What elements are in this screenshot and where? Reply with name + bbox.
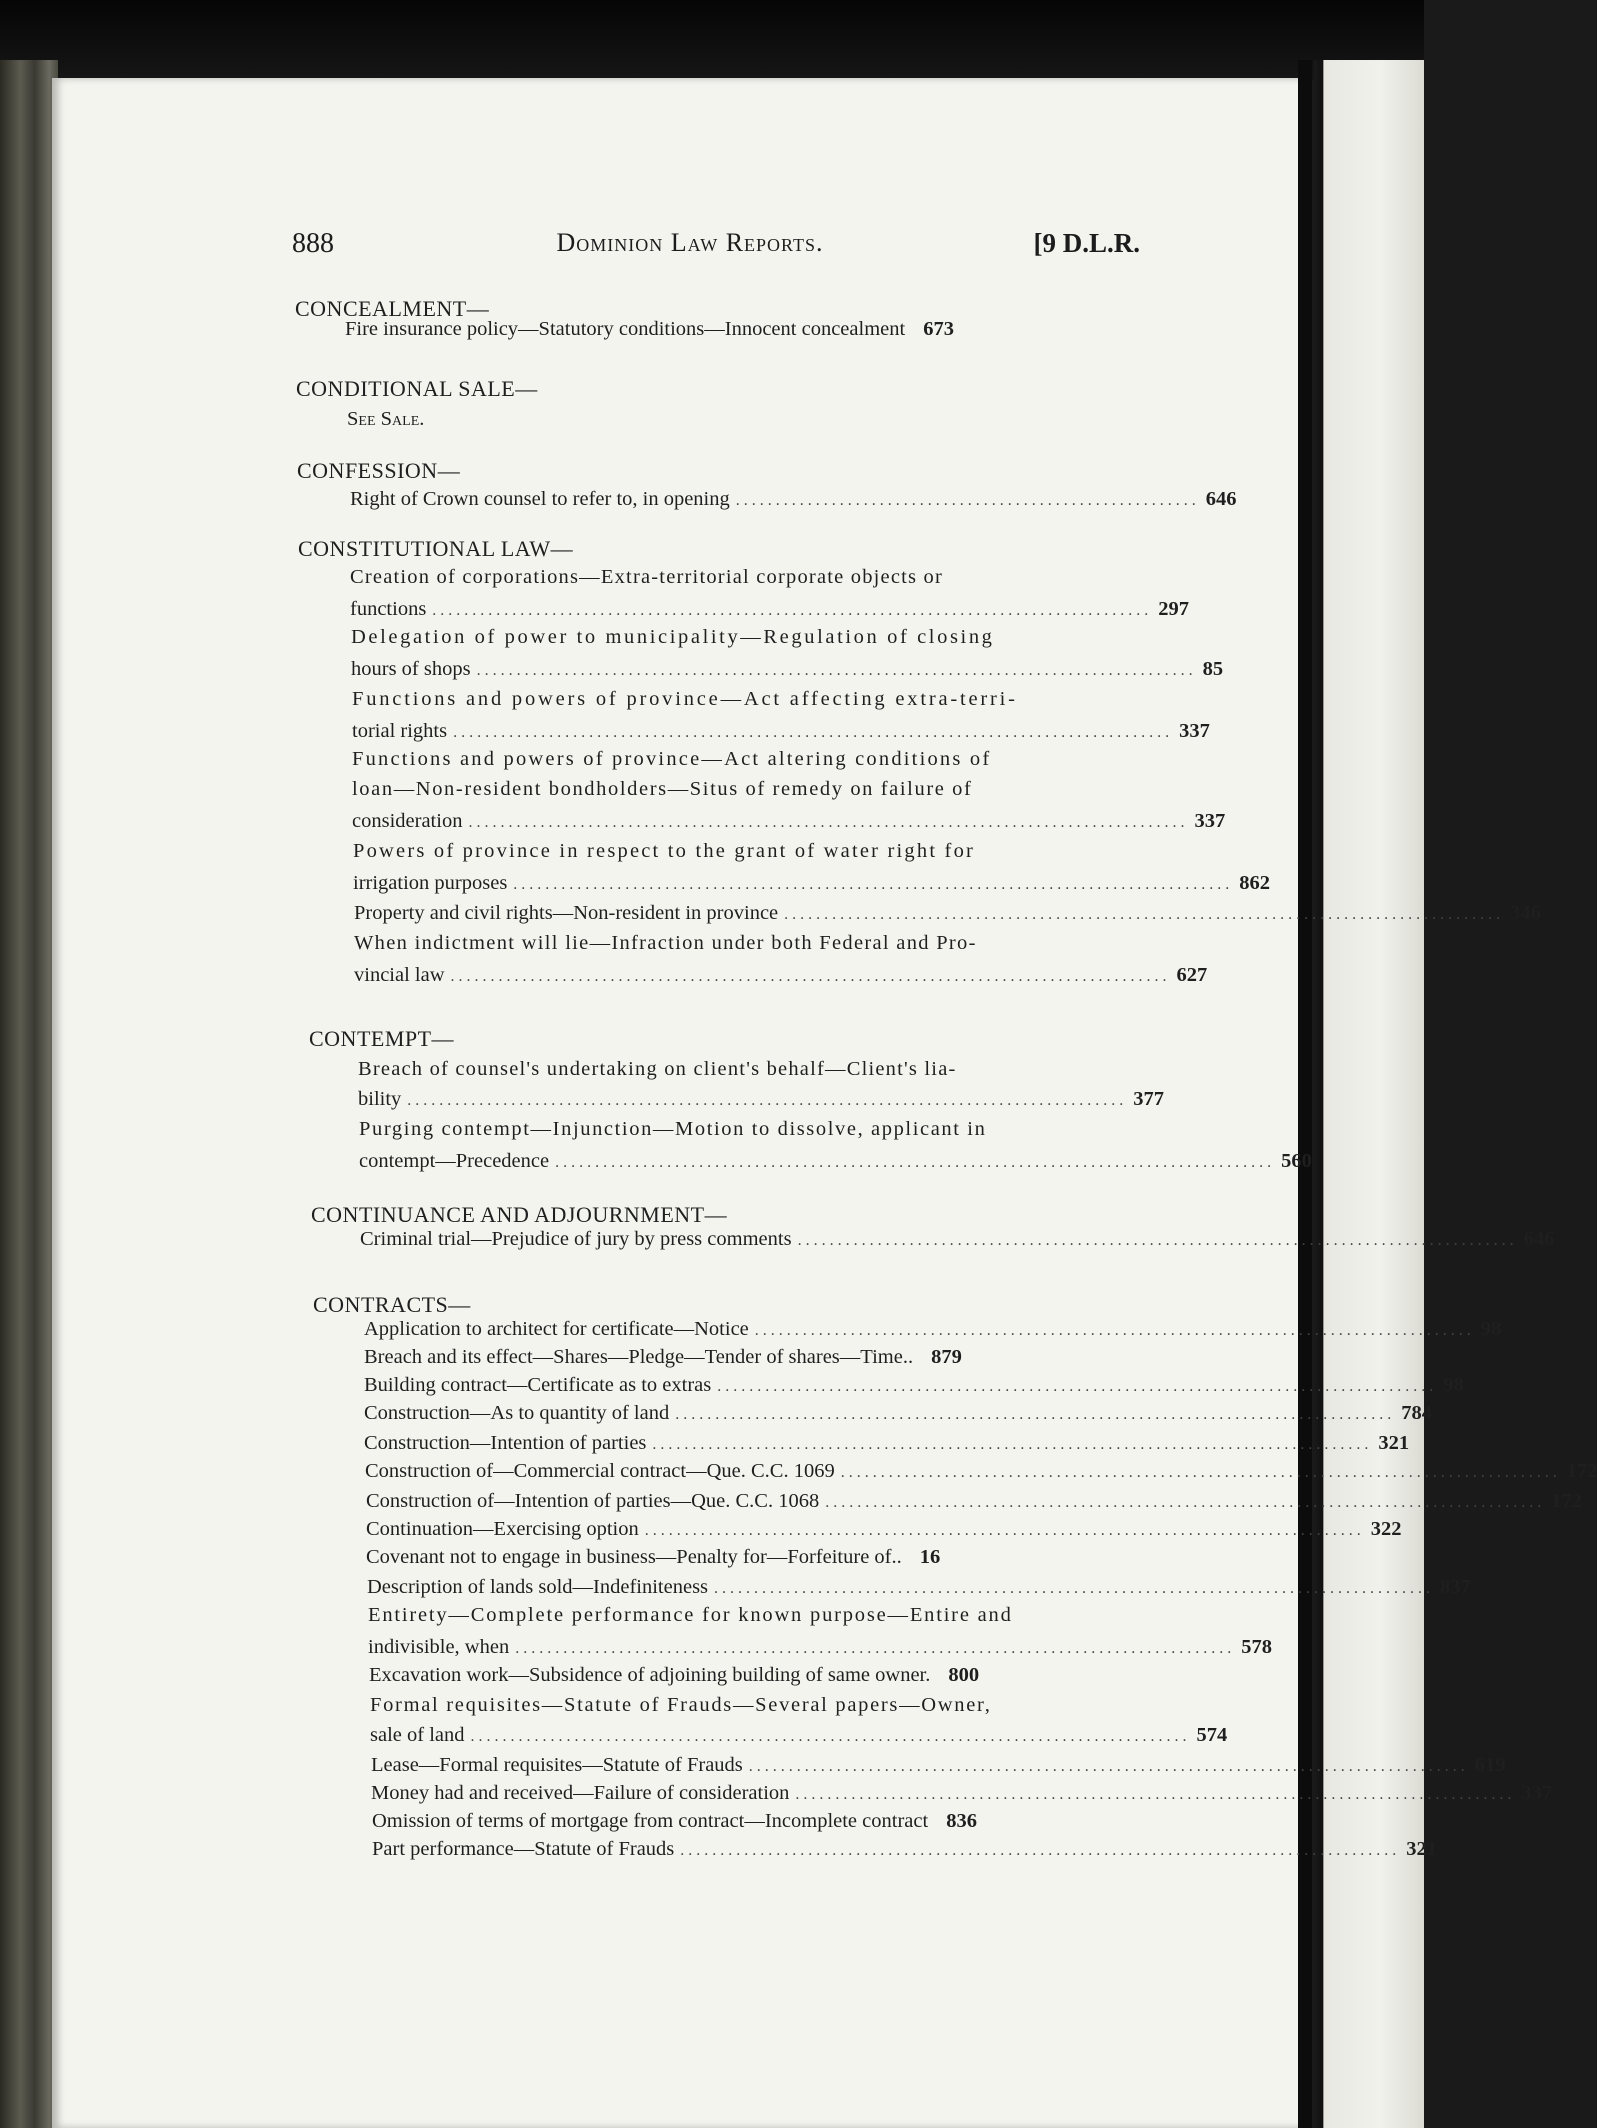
entry-text: Lease—Formal requisites—Statute of Frauds <box>371 1754 743 1776</box>
entry-text: Money had and received—Failure of consideration <box>371 1782 790 1804</box>
entry-text: Breach and its effect—Shares—Pledge—Tender of shares—Time.. <box>364 1346 914 1368</box>
entry-page: 800 <box>948 1664 980 1686</box>
entry-text: bility <box>358 1088 402 1110</box>
index-entry: Construction of—Commercial contract—Que. C.C. 1069 .......................................................................................... 172 <box>365 1460 1597 1482</box>
entry-text: Construction—Intention of parties <box>364 1432 647 1454</box>
index-entry: Part performance—Statute of Frauds .......................................................................................... 321 <box>372 1838 1438 1860</box>
entry-text: Property and civil rights—Non-resident in province <box>354 902 779 924</box>
index-entry <box>372 1810 1168 1833</box>
entry-page: 646 <box>1205 488 1237 510</box>
entry-text: vincial law <box>354 964 445 986</box>
entry-text: indivisible, when <box>368 1636 510 1658</box>
index-entry: bility .......................................................................................... 377 <box>358 1088 1165 1110</box>
entry-page: 297 <box>1158 598 1190 620</box>
entry-text: See Sale. <box>347 408 425 430</box>
section-heading: CONDITIONAL SALE— <box>296 376 538 401</box>
entry-page: 837 <box>1440 1576 1471 1598</box>
page-number: 888 <box>292 228 334 259</box>
entry-text: Part performance—Statute of Frauds <box>372 1838 675 1860</box>
entry-page: 574 <box>1196 1724 1228 1746</box>
index-entry: Construction—Intention of parties .......................................................................................... 321 <box>364 1432 1410 1454</box>
entry-text: Application to architect for certificate—Notice <box>364 1318 749 1340</box>
index-entry: Building contract—Certificate as to extras .......................................................................................... 98 <box>364 1374 1464 1396</box>
section-heading: CONTRACTS— <box>313 1292 471 1317</box>
entry-line: Delegation of power to municipality—Regulation of closing <box>351 626 995 648</box>
entry-line: Formal requisites—Statute of Frauds—Several papers—Owner, <box>370 1694 992 1716</box>
index-entry: Construction of—Intention of parties—Que. C.C. 1068 .......................................................................................... 172 <box>366 1490 1582 1512</box>
index-entry: Continuation—Exercising option .......................................................................................... 322 <box>366 1518 1402 1540</box>
entry-text: Criminal trial—Prejudice of jury by press comments <box>360 1228 792 1250</box>
entry-page: 85 <box>1202 658 1224 680</box>
entry-text: Fire insurance policy—Statutory conditions—Innocent concealment <box>345 318 906 340</box>
entry-text: torial rights <box>352 720 448 742</box>
index-entry: indivisible, when .......................................................................................... 578 <box>368 1636 1272 1658</box>
entry-line: Purging contempt—Injunction—Motion to dissolve, applicant in <box>359 1118 987 1140</box>
entry-page: 172 <box>1566 1460 1597 1482</box>
index-entry: Lease—Formal requisites—Statute of Frauds .......................................................................................... 619 <box>371 1754 1506 1776</box>
entry-page: 673 <box>923 318 954 340</box>
entry-page: 377 <box>1133 1088 1165 1110</box>
section-heading: CONTEMPT— <box>309 1026 455 1051</box>
entry-text: hours of shops <box>351 658 471 680</box>
index-entry: Right of Crown counsel to refer to, in opening .......................................................... 646 <box>350 488 1237 510</box>
entry-text: consideration <box>352 810 463 832</box>
index-entry: vincial law .......................................................................................... 627 <box>354 964 1208 986</box>
scan-right-edge <box>1314 60 1424 2128</box>
entry-text: Building contract—Certificate as to extras <box>364 1374 712 1396</box>
section-heading: CONSTITUTIONAL LAW— <box>298 536 574 561</box>
section-heading: CONCEALMENT— <box>295 296 490 321</box>
entry-text: Continuation—Exercising option <box>366 1518 639 1540</box>
index-entry <box>366 1546 1162 1569</box>
entry-page: 98 <box>1480 1318 1502 1340</box>
entry-page: 98 <box>1443 1374 1464 1396</box>
index-entry: hours of shops .......................................................................................... 85 <box>351 658 1224 680</box>
entry-page: 346 <box>1510 902 1541 924</box>
entry-page: 172 <box>1551 1490 1582 1512</box>
volume-reference: [9 D.L.R. <box>1033 228 1140 258</box>
index-entry: irrigation purposes .......................................................................................... 862 <box>353 872 1271 894</box>
index-entry: Property and civil rights—Non-resident in province .......................................................................................... 346 <box>354 902 1541 924</box>
entry-line: loan—Non-resident bondholders—Situs of remedy on failure of <box>352 778 973 800</box>
entry-page: 322 <box>1370 1518 1402 1540</box>
entry-page: 784 <box>1401 1402 1432 1424</box>
entry-page: 560 <box>1281 1150 1312 1172</box>
index-entry: Description of lands sold—Indefiniteness .......................................................................................... 837 <box>367 1576 1471 1598</box>
entry-line: Entirety—Complete performance for known purpose—Entire and <box>368 1604 1013 1626</box>
entry-text: functions <box>350 598 427 620</box>
entry-page: 836 <box>946 1810 977 1832</box>
section-heading: CONFESSION— <box>297 458 461 483</box>
index-entry: Construction—As to quantity of land .......................................................................................... 784 <box>364 1402 1432 1424</box>
entry-text: irrigation purposes <box>353 872 508 894</box>
entry-text: contempt—Precedence <box>359 1150 550 1172</box>
entry-text: Right of Crown counsel to refer to, in opening <box>350 488 730 510</box>
entry-page: 578 <box>1241 1636 1272 1658</box>
entry-text: Covenant not to engage in business—Penalty for—Forfeiture of.. <box>366 1546 902 1568</box>
entry-line: Functions and powers of province—Act altering conditions of <box>352 748 992 770</box>
entry-page: 16 <box>919 1546 941 1568</box>
entry-line: Breach of counsel's undertaking on client's behalf—Client's lia- <box>358 1058 957 1080</box>
index-entry: Application to architect for certificate—Notice .......................................................................................... 98 <box>364 1318 1502 1340</box>
entry-page: 321 <box>1378 1432 1410 1454</box>
index-entry: sale of land .......................................................................................... 574 <box>370 1724 1228 1746</box>
entry-page: 627 <box>1176 964 1208 986</box>
index-entry <box>347 408 424 431</box>
running-title: Dominion Law Reports. <box>556 228 824 257</box>
index-entry <box>364 1346 1158 1369</box>
entry-text: Description of lands sold—Indefiniteness <box>367 1576 709 1598</box>
entry-page: 337 <box>1179 720 1210 742</box>
index-entry: consideration .......................................................................................... 337 <box>352 810 1226 832</box>
entry-page: 862 <box>1239 872 1271 894</box>
entry-text: Construction of—Intention of parties—Que. C.C. 1068 <box>366 1490 820 1512</box>
index-entry <box>369 1664 1165 1687</box>
index-entry: torial rights .......................................................................................... 337 <box>352 720 1210 742</box>
book-spine <box>1298 60 1312 2128</box>
entry-text: sale of land <box>370 1724 465 1746</box>
index-entry: Criminal trial—Prejudice of jury by press comments .......................................................................................... 646 <box>360 1228 1555 1250</box>
entry-line: Functions and powers of province—Act affecting extra-terri- <box>352 688 1018 710</box>
entry-page: 337 <box>1194 810 1226 832</box>
entry-page: 337 <box>1521 1782 1553 1804</box>
entry-page: 646 <box>1523 1228 1555 1250</box>
entry-text: Construction of—Commercial contract—Que. C.C. 1069 <box>365 1460 835 1482</box>
index-entry: functions .......................................................................................... 297 <box>350 598 1190 620</box>
entry-line: When indictment will lie—Infraction under both Federal and Pro- <box>354 932 977 954</box>
index-entry: Money had and received—Failure of consideration .......................................................................................... 337 <box>371 1782 1553 1804</box>
entry-page: 321 <box>1406 1838 1438 1860</box>
section-heading: CONTINUANCE AND ADJOURNMENT— <box>311 1202 728 1227</box>
index-entry: contempt—Precedence .......................................................................................... 560 <box>359 1150 1312 1172</box>
entry-text: Excavation work—Subsidence of adjoining building of same owner. <box>369 1664 931 1686</box>
entry-page: 619 <box>1474 1754 1506 1776</box>
entry-page: 879 <box>931 1346 962 1368</box>
entry-text: Omission of terms of mortgage from contract—Incomplete contract <box>372 1810 929 1832</box>
entry-line: Creation of corporations—Extra-territorial corporate objects or <box>350 566 944 588</box>
entry-text: Construction—As to quantity of land <box>364 1402 670 1424</box>
entry-line: Powers of province in respect to the grant of water right for <box>353 840 976 862</box>
index-entry <box>345 318 1137 341</box>
